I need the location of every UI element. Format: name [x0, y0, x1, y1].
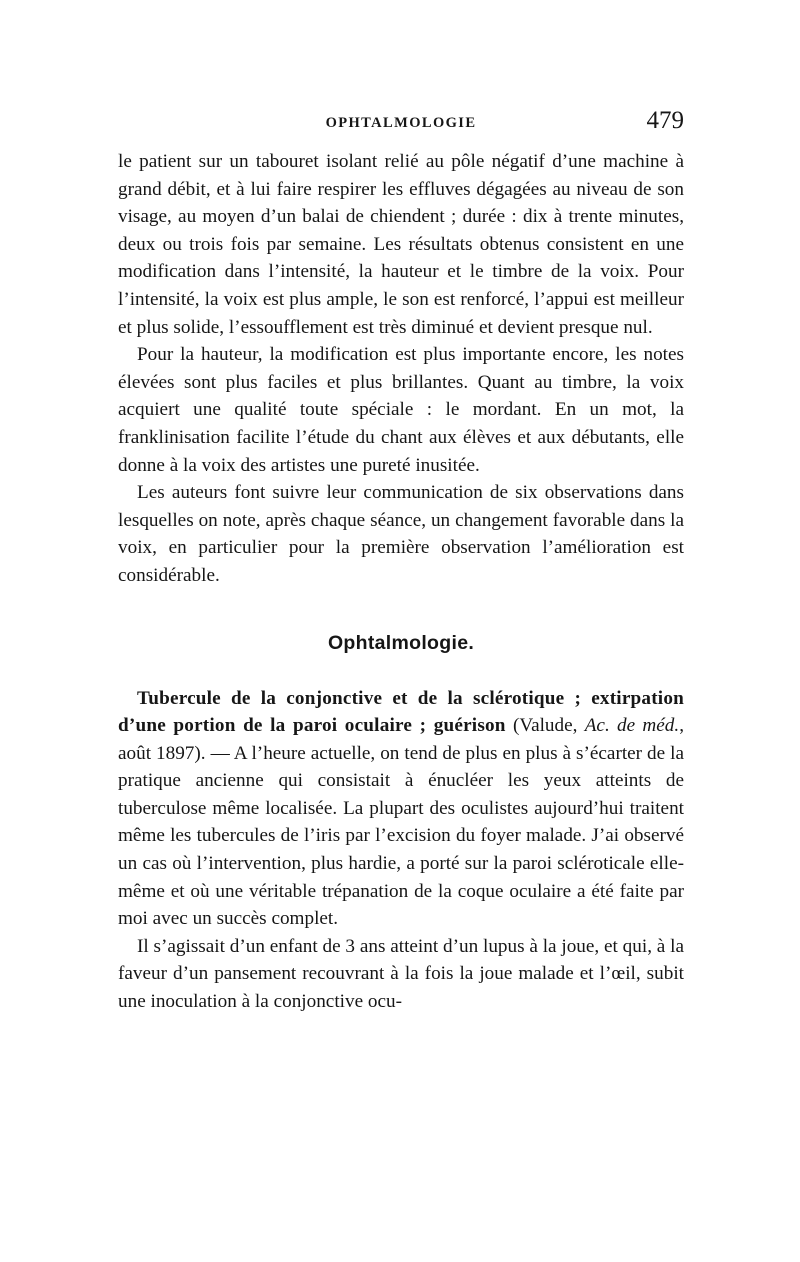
article-body: A l’heure actuelle, on tend de plus en plus à s’écarter de la pratique ancienne qui consistait à énucléer les yeux atteints de tuberculose même localisée. La plupart des oculistes aujourd’hui traitent même les tubercules de l’iris par l’excision du foyer malade. J’ai observé un cas où l’intervention, plus hardie, a porté sur la paroi scléroticale elle-même et où une véritable trépanation de la coque oculaire a été faite par moi avec un succès complet.	[118, 742, 684, 930]
running-header	[118, 108, 684, 148]
article-paragraph	[118, 685, 684, 933]
section-heading: Ophtalmologie.	[327, 631, 475, 654]
article-date: , août 1897). —	[118, 715, 684, 764]
article-paragraph-2: Il s’agissait d’un enfant de 3 ans atteint d’un lupus à la joue, et qui, à la faveur d’un pansement recouvrant à la fois la joue malade et l’œil, subit une inoculation à la conjonctive ocu-	[118, 935, 684, 1013]
paragraph-franklinisation-continued: le patient sur un tabouret isolant relié au pôle négatif d’une machine à grand débit, et à lui faire respirer les effluves dégagées au niveau de son visage, au moyen d’un balai de chiendent ; durée : dix à trente minutes, deux ou trois fois par semaine. Les résultats obtenus consistent en une modification dans l’intensité, la hauteur et le timbre de la voix. Pour l’intensité, la voix est plus ample, le son est renforcé, l’appui est meilleur et plus solide, l’essoufflement est très diminué et devient presque nul.	[118, 151, 684, 338]
paragraph-hauteur: Pour la hauteur, la modification est plus importante encore, les notes élevées sont plus faciles et plus brillantes. Quant au timbre, la voix acquiert une qualité toute spéciale : le mordant. En un mot, la franklinisation facilite l’étude du chant aux élèves et aux débutants, elle donne à la voix des artistes une pureté inusitée.	[118, 344, 684, 476]
running-title: OPHTALMOLOGIE	[325, 115, 477, 131]
paragraph-observations: Les auteurs font suivre leur communication de six observations dans lesquelles on note, après chaque séance, un changement favorable dans la voix, en particulier pour la première observation l’amélioration est considérable.	[118, 482, 684, 586]
book-page	[118, 108, 684, 1016]
article-author: (Valude,	[505, 715, 585, 737]
article-title: Tubercule de la conjonctive et de la sclérotique ; extirpation d’une portion de la paroi oculaire ; guérison	[118, 687, 684, 737]
article-journal: Ac. de méd.	[584, 715, 680, 737]
page-number: 479	[646, 107, 684, 134]
